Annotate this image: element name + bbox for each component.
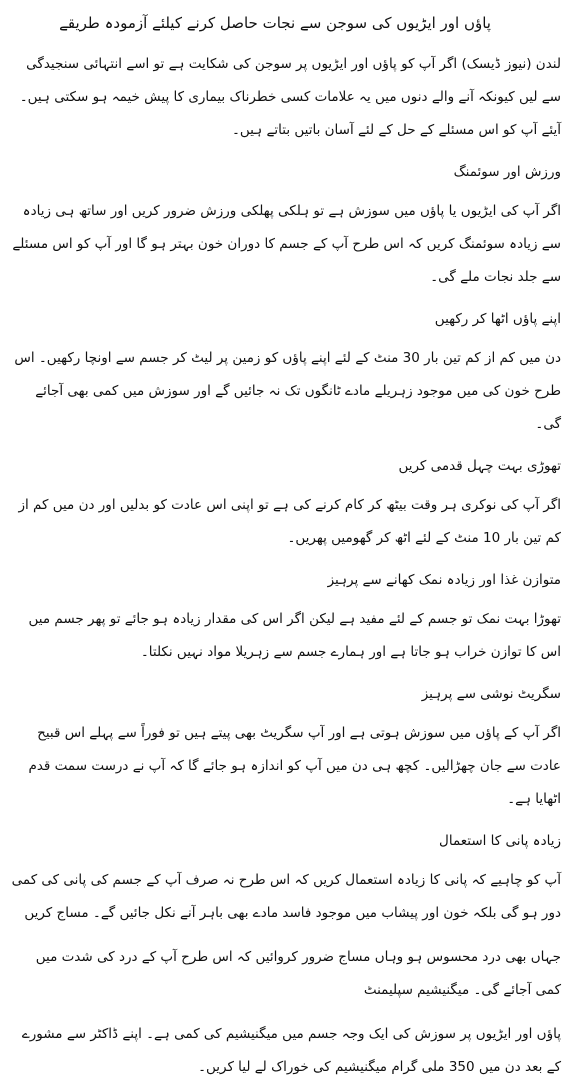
section-heading-exercise: ورزش اور سوئمنگ: [453, 164, 561, 180]
section-heading-diet-salt: متوازن غذا اور زیادہ نمک کھانے سے پرہیز: [327, 572, 561, 588]
article-intro: لندن (نیوز ڈیسک) اگر آپ کو پاؤں اور ایڑیوں پر سوجن کی شکایت ہے تو اسے انتہائی سنجیدگی سے لیں کیونکہ آنے والے دنوں میں یہ علامات کسی خطرناک بیماری کا پیش خیمہ ہو سکتی ہیں۔ آیئے آپ کو اس مسئلے کے حل کے لئے آسان باتیں بتاتے ہیں۔: [19, 56, 561, 138]
section-body-exercise: اگر آپ کی ایڑیوں یا پاؤں میں سوزش ہے تو ہلکی پھلکی ورزش ضرور کریں اور ساتھ ہی زیادہ سے زیادہ سوئمنگ کریں کہ اس طرح آپ کے جسم کا دوران خون بہتر ہو گا اور آپ کو اس مسئلے سے جلد نجات ملے گی۔: [12, 203, 561, 285]
section-heading-walking: تھوڑی بہت چہل قدمی کریں: [398, 458, 561, 474]
massage-paragraph: جہاں بھی درد محسوس ہو وہاں مساج ضرور کروائیں کہ اس طرح آپ کے درد کی شدت میں کمی آجائے گی۔ میگنیشیم سپلیمنٹ: [35, 949, 561, 998]
section-heading-smoking: سگریٹ نوشی سے پرہیز: [421, 686, 561, 702]
section-heading-raise-feet: اپنے پاؤں اٹھا کر رکھیں: [434, 311, 561, 327]
section-body-walking: اگر آپ کی نوکری ہر وقت بیٹھ کر کام کرنے کی ہے تو اپنی اس عادت کو بدلیں اور دن میں کم از کم تین بار 10 منٹ کے لئے اٹھ کر گھومیں پھریں۔: [18, 497, 561, 546]
section-body-smoking: اگر آپ کے پاؤں میں سوزش ہوتی ہے اور آپ سگریٹ بھی پیتے ہیں تو فوراً سے پہلے اس قبیح عادت سے جان چھڑالیں۔ کچھ ہی دن میں آپ کو اندازہ ہو جائے گا کہ آپ نے درست سمت قدم اٹھایا ہے۔: [28, 725, 561, 807]
article-title: پاؤں اور ایڑیوں کی سوجن سے نجات حاصل کرنے کیلئے آزمودہ طریقے: [59, 14, 491, 32]
section-body-water: آپ کو چاہیے کہ پانی کا زیادہ استعمال کریں کہ اس طرح نہ صرف آپ کے جسم کی پانی کی کمی دور ہو گی بلکہ خون اور پیشاب میں موجود فاسد مادے بھی باہر آنے نکل جائیں گے۔ مساج کریں: [11, 872, 561, 921]
section-heading-water: زیادہ پانی کا استعمال: [439, 833, 561, 849]
section-body-raise-feet: دن میں کم از کم تین بار 30 منٹ کے لئے اپنے پاؤں کو زمین پر لیٹ کر جسم سے اونچا رکھیں۔ اس طرح خون کی میں موجود زہریلے مادے ٹانگوں تک نہ جائیں گے اور سوزش میں کمی بھی آجائے گی۔: [14, 350, 561, 432]
section-body-diet-salt: تھوڑا بہت نمک تو جسم کے لئے مفید ہے لیکن اگر اس کی مقدار زیادہ ہو جائے تو پھر جسم میں اس کا توازن خراب ہو جاتا ہے اور ہمارے جسم سے زہریلا مواد نہیں نکلتا۔: [28, 611, 561, 660]
magnesium-paragraph: پاؤں اور ایڑیوں پر سوزش کی ایک وجہ جسم میں میگنیشیم کی کمی ہے۔ اپنے ڈاکٹر سے مشورے کے بعد دن میں 350 ملی گرام میگنیشیم کی خوراک لے لیا کریں۔: [21, 1026, 561, 1075]
